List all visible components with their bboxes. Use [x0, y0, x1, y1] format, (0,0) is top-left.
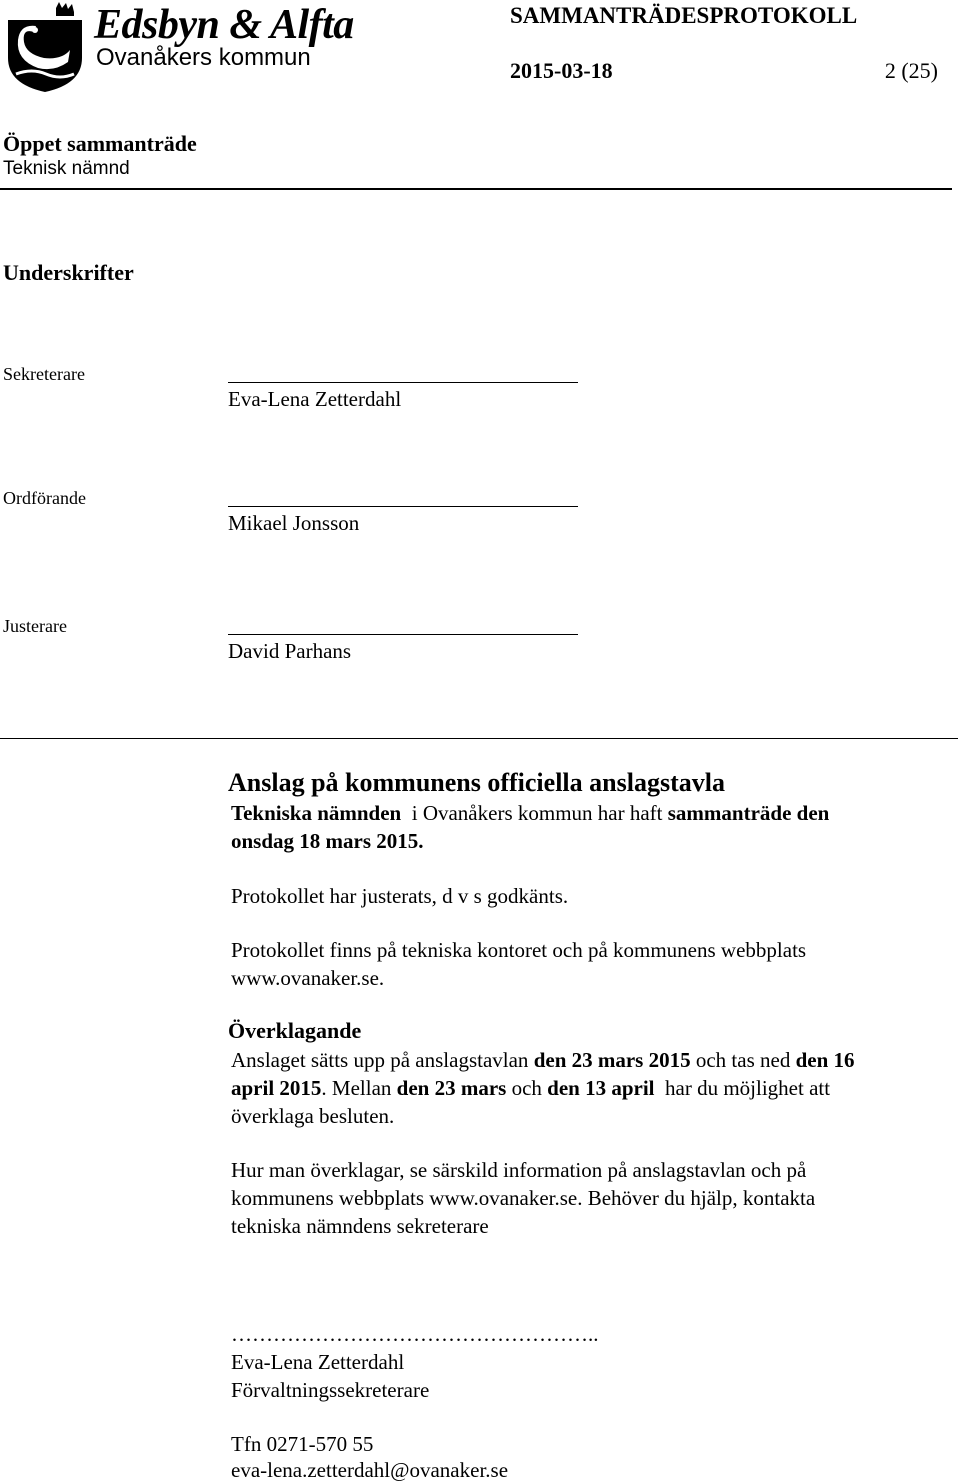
appeal-heading: Överklagande: [228, 1018, 362, 1043]
appeal-line-1: [231, 1046, 855, 1074]
appeal-text: och: [506, 1076, 548, 1100]
info-line-1: Hur man överklagar, se särskild information på anslagstavlan och på: [231, 1158, 807, 1182]
notice-title: Anslag på kommunens officiella anslagstavla: [228, 768, 725, 797]
signature-role-adjuster: Justerare: [3, 616, 67, 636]
document-type: SAMMANTRÄDESPROTOKOLL: [510, 3, 858, 28]
signature-line-secretary: [228, 382, 578, 383]
meeting-type: Öppet sammanträde: [3, 131, 197, 156]
contact-email[interactable]: eva-lena.zetterdahl@ovanaker.se: [231, 1458, 509, 1482]
appeal-text: Anslaget sätts upp på anslagstavlan: [231, 1048, 534, 1072]
committee-bold: Tekniska nämnden: [231, 801, 402, 825]
appeal-date-end: den 16: [795, 1048, 855, 1072]
contact-title: Förvaltningssekreterare: [231, 1378, 430, 1402]
signature-role-secretary: Sekreterare: [3, 364, 85, 384]
swan-crown-emblem-icon: [4, 2, 90, 92]
signature-role-chair: Ordförande: [3, 488, 86, 508]
appeal-text: . Mellan: [321, 1076, 397, 1100]
page-number: 2 (25): [884, 58, 938, 83]
meeting-date: 2015-03-18: [510, 58, 613, 83]
signature-name-secretary: Eva-Lena Zetterdahl: [228, 387, 402, 411]
appeal-date-end-cont: april 2015: [231, 1076, 322, 1100]
notice-paragraph-1-line-1: [231, 799, 829, 827]
signature-line-chair: [228, 506, 578, 507]
contact-signature-dots: ……………………………………………..: [231, 1322, 599, 1346]
appeal-text: och tas ned: [690, 1048, 796, 1072]
notice-paragraph-3-line-1: Protokollet finns på tekniska kontoret och på kommunens webbplats: [231, 938, 807, 962]
notice-paragraph-2: Protokollet har justerats, d v s godkänts.: [231, 884, 569, 908]
appeal-text: har du möjlighet att: [654, 1076, 831, 1100]
municipality-logo: [4, 2, 364, 94]
appeal-line-2: [231, 1074, 830, 1102]
appeal-period-start: den 23 mars: [396, 1076, 507, 1100]
appeal-period-end: den 13 april: [547, 1076, 655, 1100]
contact-name: Eva-Lena Zetterdahl: [231, 1350, 405, 1374]
notice-text: i Ovanåkers kommun har haft: [401, 801, 668, 825]
logo-subtitle: Ovanåkers kommun: [96, 44, 311, 71]
section-divider: [0, 738, 958, 739]
notice-paragraph-1-line-2: onsdag 18 mars 2015.: [231, 829, 424, 853]
meeting-bold: sammanträde den: [667, 801, 830, 825]
logo-title: Edsbyn & Alfta: [94, 2, 354, 48]
appeal-line-3: överklaga besluten.: [231, 1104, 395, 1128]
header-divider: [0, 188, 952, 190]
info-line-2: kommunens webbplats www.ovanaker.se. Behöver du hjälp, kontakta: [231, 1186, 816, 1210]
appeal-date-start: den 23 mars 2015: [533, 1048, 691, 1072]
signature-name-adjuster: David Parhans: [228, 639, 352, 663]
signatures-heading: Underskrifter: [3, 260, 134, 285]
info-line-3: tekniska nämndens sekreterare: [231, 1214, 489, 1238]
committee-name: Teknisk nämnd: [3, 158, 130, 179]
notice-website-link[interactable]: www.ovanaker.se.: [231, 966, 385, 990]
contact-phone: Tfn 0271-570 55: [231, 1432, 374, 1456]
signature-name-chair: Mikael Jonsson: [228, 511, 360, 535]
signature-line-adjuster: [228, 634, 578, 635]
